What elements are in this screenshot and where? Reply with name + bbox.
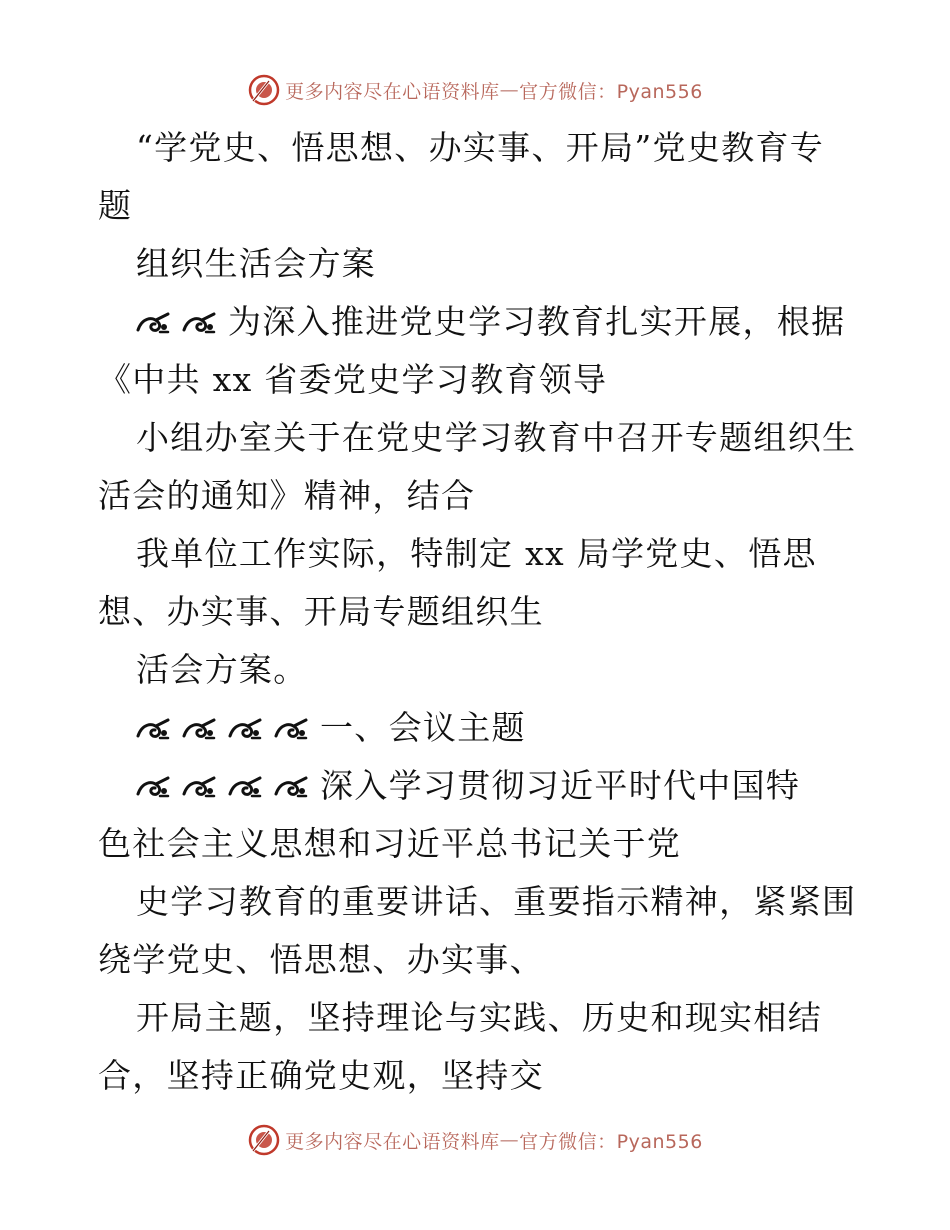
paragraph-line: 合，坚持正确党史观，坚持交 <box>98 1056 544 1095</box>
fleuron-icon <box>228 767 274 797</box>
fleuron-icon <box>182 709 228 739</box>
paragraph-line: 活会方案。 <box>136 650 308 689</box>
paragraph-line: 小组办室关于在党史学习教育中召开专题组织生 <box>136 418 857 457</box>
watermark-contact: 官方微信：Pyan556 <box>519 1130 703 1153</box>
watermark-brand: 更多内容尽在心语资料库 <box>285 80 500 103</box>
fleuron-icon <box>182 767 228 797</box>
paragraph-line: 史学习教育的重要讲话、重要指示精神，紧紧围 <box>136 882 857 921</box>
title-line: “学党史、悟思想、办实事、开局”党史教育专 <box>136 128 825 167</box>
watermark-separator: — <box>499 79 520 101</box>
fleuron-icon <box>274 709 320 739</box>
fleuron-icon <box>182 303 228 333</box>
footer-watermark <box>0 1120 950 1160</box>
section-heading: 一、会议主题 <box>136 706 936 750</box>
header-watermark <box>0 70 950 110</box>
subtitle-line: 组织生活会方案 <box>136 244 377 283</box>
paragraph-line: 活会的通知》精神，结合 <box>98 476 476 515</box>
logo-icon <box>247 73 281 107</box>
watermark-brand: 更多内容尽在心语资料库 <box>285 1130 500 1153</box>
paragraph-line: 想、办实事、开局专题组织生 <box>98 592 544 631</box>
paragraph-line: 深入学习贯彻习近平时代中国特 <box>136 764 936 808</box>
paragraph-line: 《中共 xx 省委党史学习教育领导 <box>98 360 608 399</box>
fleuron-icon <box>136 303 182 333</box>
paragraph-line: 绕学党史、悟思想、办实事、 <box>98 940 544 979</box>
fleuron-icon <box>228 709 274 739</box>
paragraph-line: 色社会主义思想和习近平总书记关于党 <box>98 824 682 863</box>
paragraph-line: 开局主题，坚持理论与实践、历史和现实相结 <box>136 998 822 1037</box>
logo-icon <box>247 1123 281 1157</box>
paragraph-line: 我单位工作实际，特制定 xx 局学党史、悟思 <box>136 534 817 573</box>
title-line-wrap: 题 <box>98 186 133 225</box>
fleuron-icon <box>136 709 182 739</box>
watermark-contact: 官方微信：Pyan556 <box>519 80 703 103</box>
fleuron-icon <box>136 767 182 797</box>
watermark-separator: — <box>499 1129 520 1151</box>
paragraph-line: 为深入推进党史学习教育扎实开展，根据 <box>136 300 936 344</box>
fleuron-icon <box>274 767 320 797</box>
